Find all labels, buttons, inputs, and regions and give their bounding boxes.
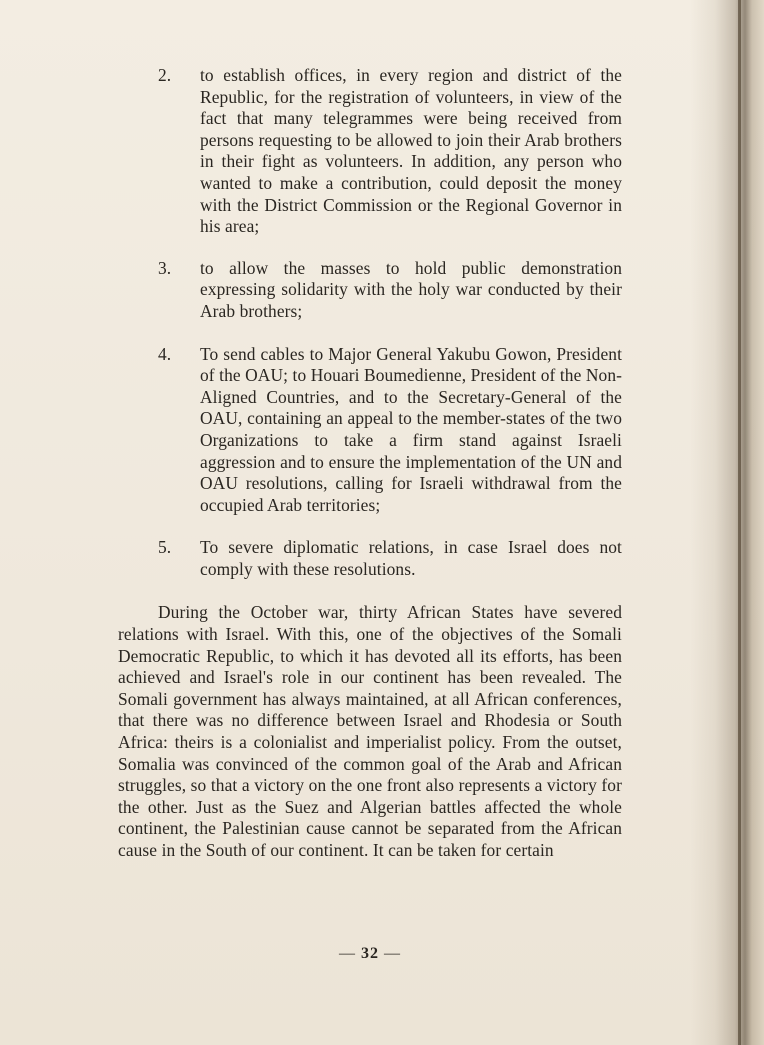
item-text: To severe diplomatic relations, in case Israel does not comply with these resolutions. [200, 537, 622, 579]
item-text: to allow the masses to hold public demonstration expressing solidarity with the holy war conducted by their Arab brothers; [200, 257, 622, 321]
page-text [118, 65, 622, 879]
item-number: 4. [158, 343, 172, 364]
item-number: 5. [158, 537, 172, 558]
item-number: 3. [158, 257, 172, 278]
list-item [118, 65, 622, 238]
body-paragraph: During the October war, thirty African States have severed relations with Israel. With this, one of the objectives of the Somali Democratic Republic, to which it has devoted all its efforts, has been achieved and Israel's role in our continent has been revealed. The Somali government has always maintained, at all African conferences, that there was no difference between Israel and Rhodesia or South Africa: theirs is a colonialist and imperialist policy. From the outset, Somalia was convinced of the common goal of the Arab and African struggles, so that a victory on the one front also represents a victory for the other. Just as the Suez and Algerian battles affected the whole continent, the Palestinian cause cannot be separated from the African cause in the South of our continent. It can be taken for certain [118, 602, 622, 860]
page-number-dash-left: — [339, 945, 356, 962]
item-number: 2. [158, 65, 172, 85]
book-spine-shadow [738, 0, 741, 1045]
list-item [118, 537, 622, 580]
page-number-dash-right: — [384, 945, 401, 962]
item-text: to establish offices, in every region and district of the Republic, for the registration of volunteers, in view of the fact that many telegrammes were being received from persons requesting to be allowed to join their Arab brothers in their fight as volunteers. In addition, any person who wanted to make a contribution, could deposit the money with the District Commission or the Regional Governor in his area; [200, 65, 622, 237]
list-item [118, 258, 622, 323]
item-text: To send cables to Major General Yakubu Gowon, President of the OAU; to Houari Boumedienne, President of the Non-Aligned Countries, and to the Secretary-General of the OAU, containing an appeal to the member-states of the two Organizations to take a firm stand against Israeli aggression and to ensure the implementation of the UN and OAU resolutions, calling for Israeli withdrawal from the occupied Arab territories; [200, 343, 622, 515]
page-number-value: 32 [361, 945, 379, 962]
page-number [0, 945, 740, 963]
list-item [118, 344, 622, 517]
